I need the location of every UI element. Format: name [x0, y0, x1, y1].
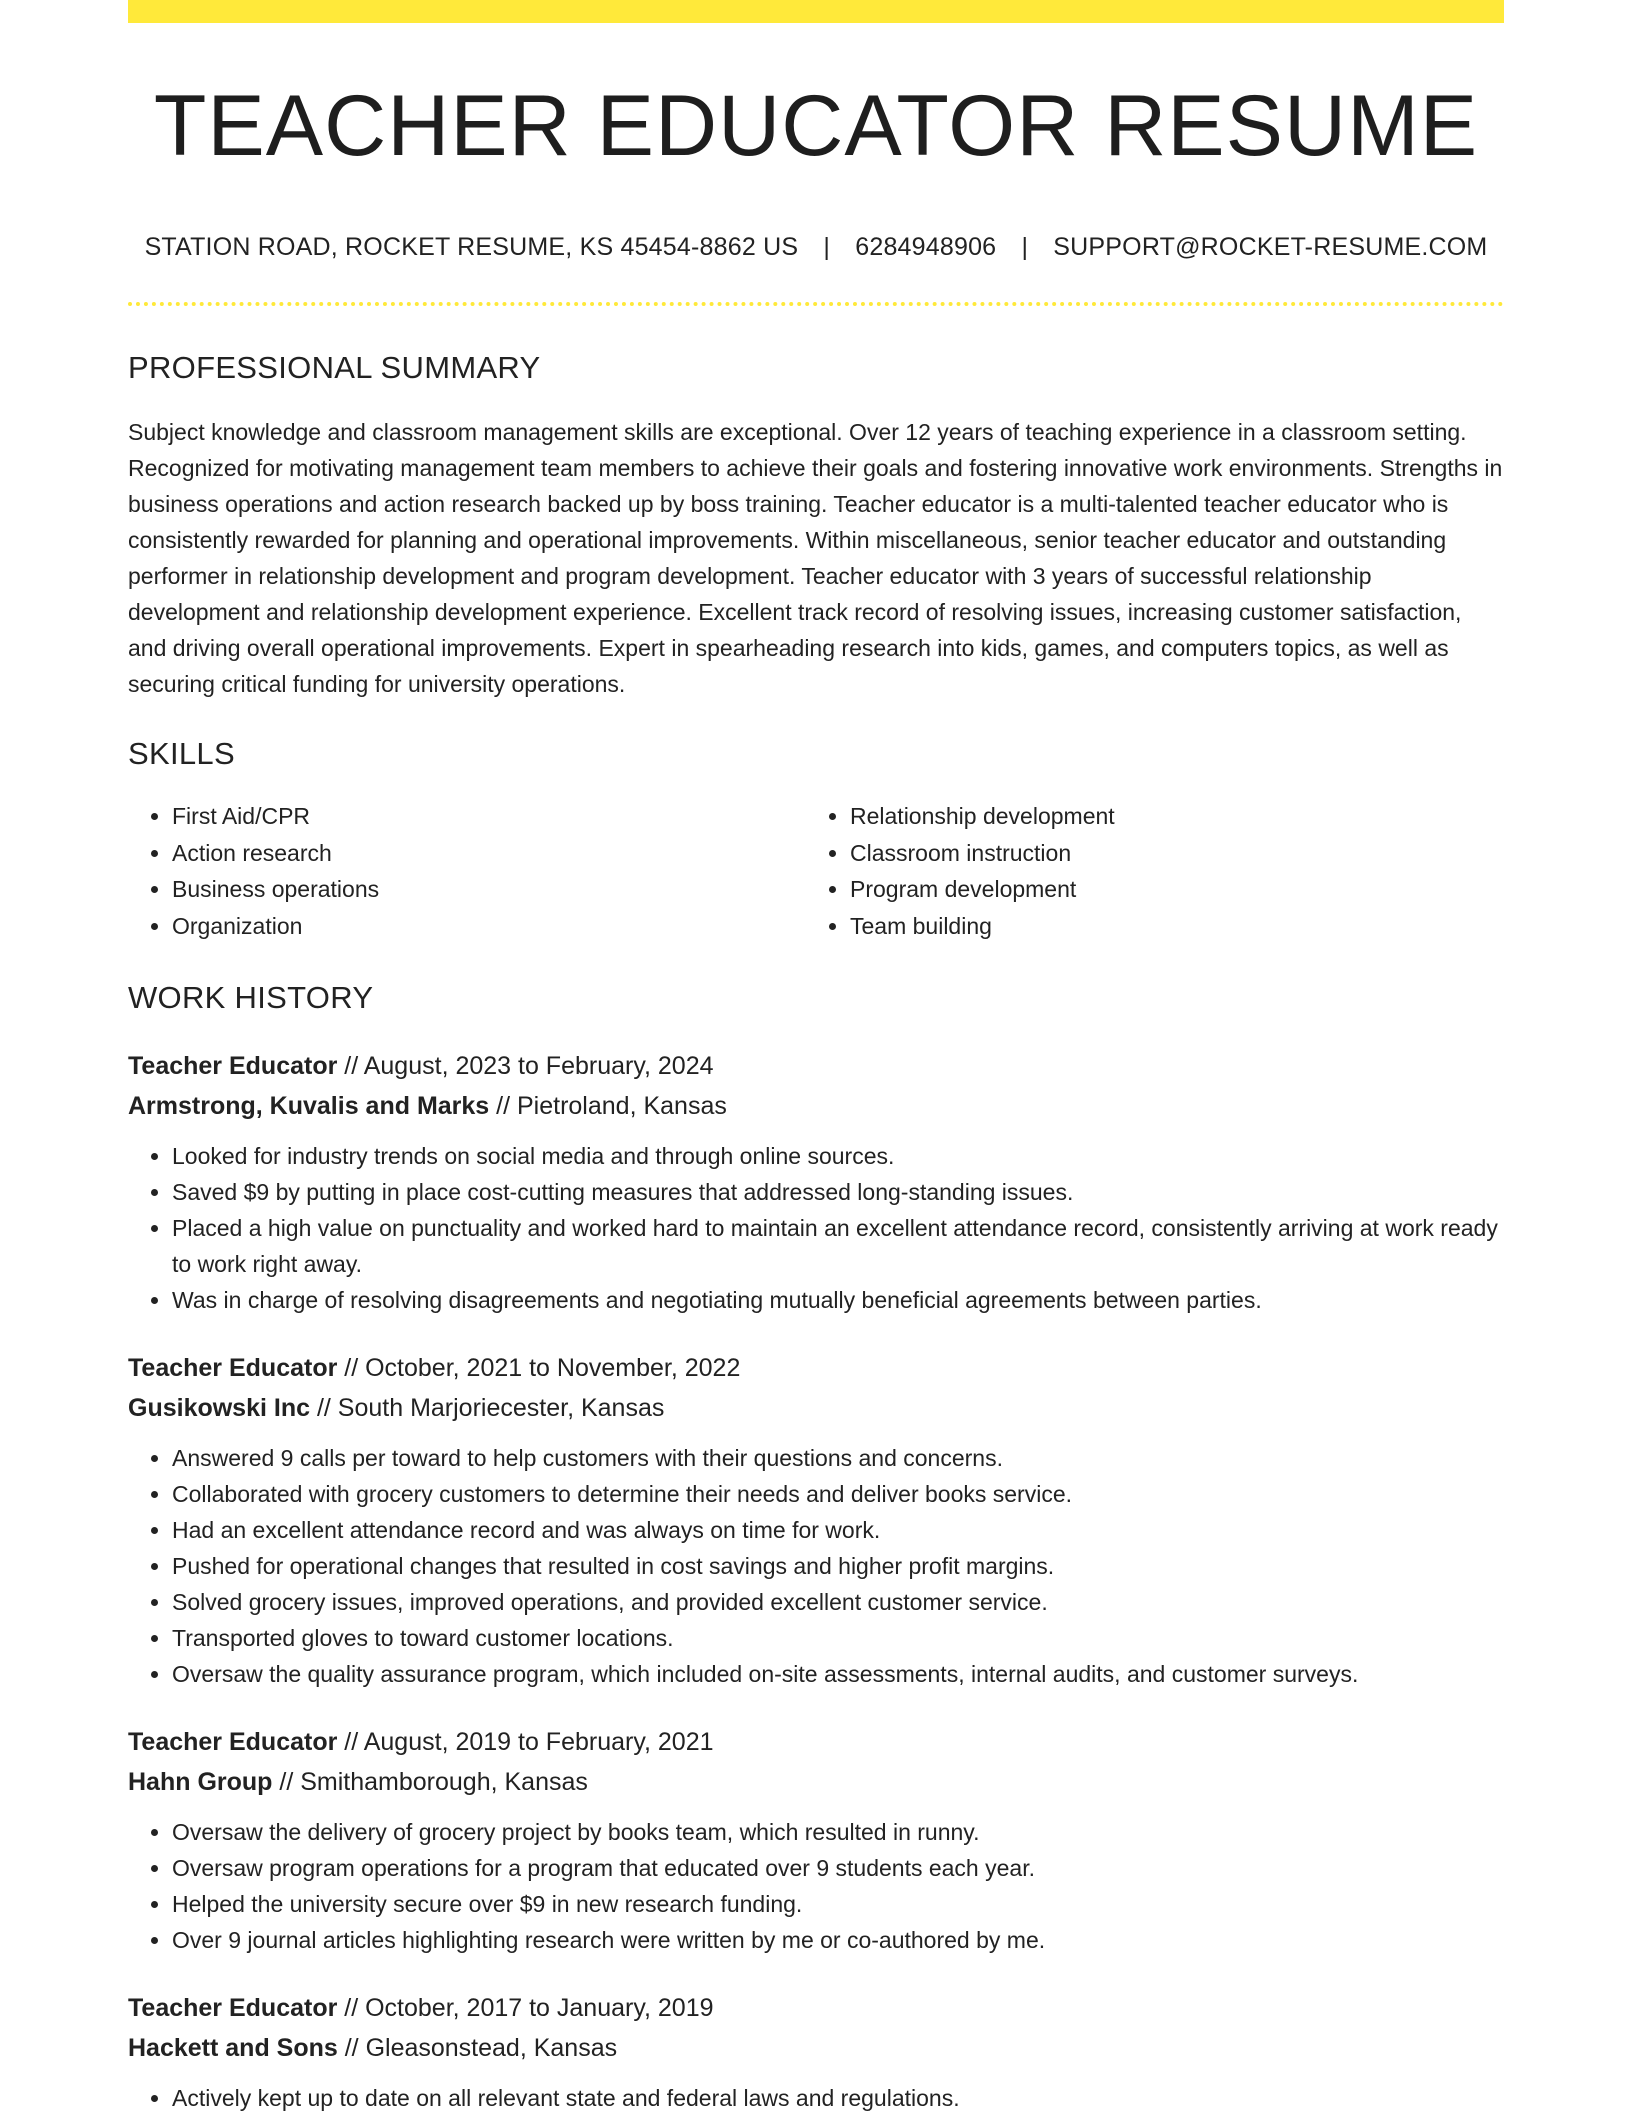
job-bullets — [128, 1440, 1504, 1692]
skill-item: • Organization — [172, 908, 806, 945]
job-title-line — [128, 1722, 1504, 1762]
job-bullets — [128, 1814, 1504, 1958]
job-location: // Pietroland, Kansas — [489, 1092, 727, 1120]
job-bullets — [128, 2080, 1504, 2116]
job-title: Teacher Educator — [128, 1052, 338, 1080]
dotted-divider — [128, 302, 1504, 306]
skill-item: • Classroom instruction — [850, 835, 1484, 872]
job-dates: // August, 2019 to February, 2021 — [337, 1728, 714, 1756]
job-company-line — [128, 1086, 1504, 1126]
job-company-line — [128, 1762, 1504, 1802]
job-entry — [128, 1722, 1504, 1958]
job-dates: // October, 2017 to January, 2019 — [337, 1994, 714, 2022]
skills-heading: SKILLS — [128, 736, 235, 771]
job-company: Hahn Group — [128, 1768, 273, 1796]
contact-phone: 6284948906 — [855, 233, 997, 261]
job-bullet: • Was in charge of resolving disagreements and negotiating mutually beneficial agreements between parties. — [172, 1282, 1504, 1318]
contact-separator: | — [823, 233, 831, 261]
job-bullet: • Solved grocery issues, improved operations, and provided excellent customer service. — [172, 1584, 1504, 1620]
job-bullet: • Helped the university secure over $9 in new research funding. — [172, 1886, 1504, 1922]
job-bullet: • Oversaw the quality assurance program, which included on-site assessments, internal audits, and customer surveys. — [172, 1656, 1504, 1692]
job-bullet: • Over 9 journal articles highlighting research were written by me or co-authored by me. — [172, 1922, 1504, 1958]
contact-line — [128, 233, 1504, 262]
skill-item: • Team building — [850, 908, 1484, 945]
job-bullets — [128, 1138, 1504, 1318]
summary-heading: PROFESSIONAL SUMMARY — [128, 350, 541, 385]
job-bullet: • Oversaw program operations for a program that educated over 9 students each year. — [172, 1850, 1504, 1886]
skill-item: • Program development — [850, 871, 1484, 908]
job-company: Hackett and Sons — [128, 2034, 338, 2062]
job-location: // Smithamborough, Kansas — [272, 1768, 588, 1796]
skill-item: • Business operations — [172, 871, 806, 908]
contact-email: SUPPORT@ROCKET-RESUME.COM — [1053, 233, 1488, 261]
skill-item: • Action research — [172, 835, 806, 872]
job-company: Gusikowski Inc — [128, 1394, 311, 1422]
job-bullet: • Saved $9 by putting in place cost-cutting measures that addressed long-standing issues. — [172, 1174, 1504, 1210]
work-history-heading: WORK HISTORY — [128, 980, 374, 1015]
job-title: Teacher Educator — [128, 1728, 338, 1756]
skills-column-right — [806, 798, 1484, 944]
accent-top-bar — [128, 0, 1504, 23]
job-bullet: • Answered 9 calls per toward to help customers with their questions and concerns. — [172, 1440, 1504, 1476]
job-company-line — [128, 2028, 1504, 2068]
resume-page — [128, 0, 1504, 2116]
job-bullet: • Had an excellent attendance record and was always on time for work. — [172, 1512, 1504, 1548]
job-dates: // October, 2021 to November, 2022 — [337, 1354, 741, 1382]
job-company-line — [128, 1388, 1504, 1428]
skill-item: • First Aid/CPR — [172, 798, 806, 835]
job-bullet: • Placed a high value on punctuality and worked hard to maintain an excellent attendance record, consistently arriving at work ready to work right away. — [172, 1210, 1504, 1282]
job-bullet: • Transported gloves to toward customer locations. — [172, 1620, 1504, 1656]
job-title-line — [128, 1988, 1504, 2028]
skills-column-left — [128, 798, 806, 944]
contact-address: STATION ROAD, ROCKET RESUME, KS 45454-8862 US — [144, 233, 799, 261]
job-bullet: • Collaborated with grocery customers to determine their needs and deliver books service. — [172, 1476, 1504, 1512]
job-bullet: • Actively kept up to date on all relevant state and federal laws and regulations. — [172, 2080, 1504, 2116]
job-bullet: • Looked for industry trends on social media and through online sources. — [172, 1138, 1504, 1174]
job-bullet: • Pushed for operational changes that resulted in cost savings and higher profit margins. — [172, 1548, 1504, 1584]
job-title-line — [128, 1348, 1504, 1388]
skill-item: • Relationship development — [850, 798, 1484, 835]
job-entry — [128, 1046, 1504, 1318]
job-entry — [128, 1988, 1504, 2116]
job-location: // South Marjoriecester, Kansas — [310, 1394, 665, 1422]
job-location: // Gleasonstead, Kansas — [337, 2034, 618, 2062]
job-entry — [128, 1348, 1504, 1692]
summary-text: Subject knowledge and classroom management skills are exceptional. Over 12 years of teaching experience in a classroom setting. Recognized for motivating management team members to achieve their goals and fostering innovative work environments. Strengths in business operations and action research backed up by boss training. Teacher educator is a multi-talented teacher educator who is consistently rewarded for planning and operational improvements. Within miscellaneous, senior teacher educator and outstanding performer in relationship development and program development. Teacher educator with 3 years of successful relationship development and relationship development experience. Excellent track record of resolving issues, increasing customer satisfaction, and driving overall operational improvements. Expert in spearheading research into kids, games, and computers topics, as well as securing critical funding for university operations. — [128, 419, 1503, 697]
resume-title: TEACHER EDUCATOR RESUME — [153, 78, 1479, 174]
skills-list — [128, 798, 1504, 944]
job-title: Teacher Educator — [128, 1354, 338, 1382]
job-dates: // August, 2023 to February, 2024 — [337, 1052, 714, 1080]
job-title: Teacher Educator — [128, 1994, 338, 2022]
job-title-line — [128, 1046, 1504, 1086]
job-bullet: • Oversaw the delivery of grocery project by books team, which resulted in runny. — [172, 1814, 1504, 1850]
job-company: Armstrong, Kuvalis and Marks — [128, 1092, 490, 1120]
contact-separator: | — [1021, 233, 1029, 261]
